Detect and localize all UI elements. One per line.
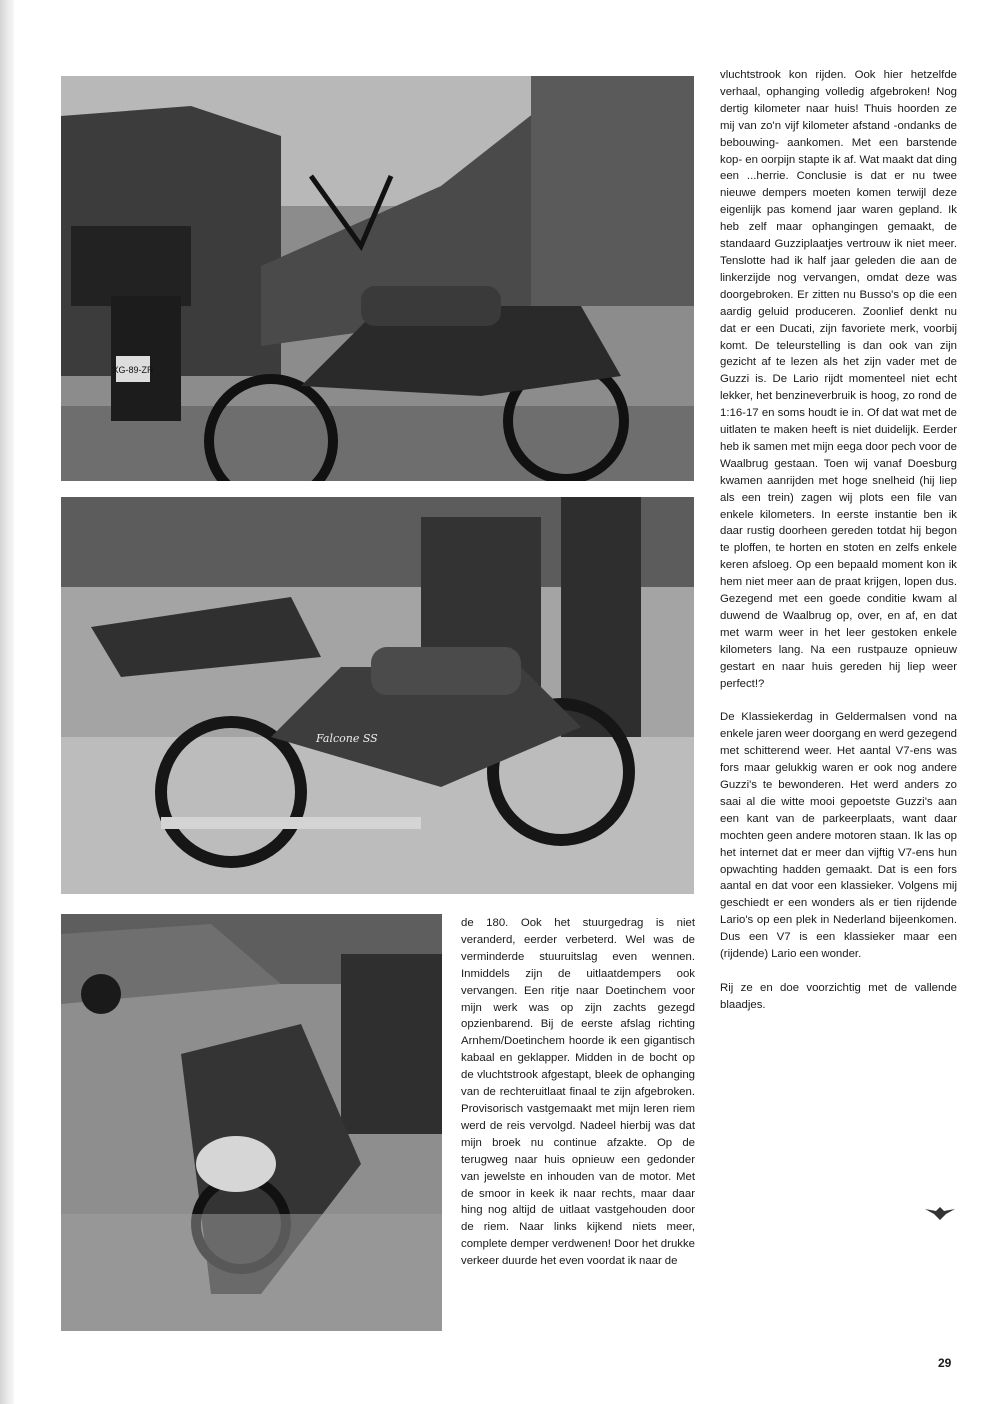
photo-guzzi-house — [61, 76, 694, 481]
article-paragraph: vluchtstrook kon rijden. Ook hier hetzelfde verhaal, ophanging volledig afgebroken! Nog dertig kilometer naar huis! Thuis hoorden ze mij van zo'n vijf kilometer afstand -ondanks de bebouwing- aankomen. Met een barstende kop- en oorpijn stapte ik af. Wat maakt dat ding een ...herrie. Conclusie is dat er nu twee nieuwe dempers moeten komen terwijl deze eigenlijk pas komend jaar waren gepland. Ik heb zelf maar ophangingen gemaakt, de standaard Guzziplaatjes vertrouw ik niet meer. Tenslotte had ik half jaar geleden die aan de linkerzijde nog vervangen, omdat deze was doorgebroken. Er zitten nu Busso's op die een aardig geluid produceren. Zoonlief denkt nu dat er een Ducati, zijn favoriete merk, voorbij komt. De teleurstelling is dan ook van zijn gezicht af te lezen als het zijn vader met de Guzzi is. De Lario rijdt momenteel niet echt lekker, het benzineverbruik is hoog, zo rond de 1:16-17 en soms houdt ie in. Of dat wat met de uitlaten te maken heeft is niet duidelijk. Eerder heb ik samen met mijn eega door pech voor de Waalbrug gestaan. Toen wij vanaf Doesburg kwamen aanrijden met hoge snelheid (hij liep als een trein) zagen wij plots een file van enkele kilometers. In eerste instantie ben ik daar rustig doorheen gereden totdat hij begon te ploffen, te horten en stoten en zelfs enkele keren afsloeg. Op een bepaald moment kon ik hem niet meer aan de praat krijgen, lopen dus. Gezegend met een goede conditie kwam al duwend de Waalbrug op, over, en af, en dat met warm weer in het leer gestoken enkele kilometers lang. Na een rustpauze opnieuw gestart en naar huis gereden hij liep weer perfect!? — [720, 69, 957, 690]
article-paragraph: De Klassiekerdag in Geldermalsen vond na enkele jaren weer doorgang en werd gezegend met schitterend weer. Het aantal V7-ens was fors maar gelukkig waren er ook nog andere Guzzi's te bewonderen. Het werd anders zo saai al die witte mooi gepoetste Guzzi's aan een kant van de parkeerplaats, want daar mochten geen andere motoren staan. Ik las op het internet dat er meer dan vijftig V7-ens hun opwachting hadden gemaakt. Dat is een fors aantal en dat voor een klassieker. Volgens mij geschiedt er een wonders als er tien rijdende Lario's op een plek in Nederland bijeenkomen. Dus een V7 is een klassieker maar een (rijdende) Lario een wonder. — [720, 711, 957, 961]
eagle-logo-icon — [925, 1205, 955, 1221]
page-spine-shadow — [0, 0, 14, 1404]
page-number: 29 — [938, 1356, 952, 1370]
article-column-right — [720, 67, 957, 1031]
article-column-middle — [461, 915, 695, 1287]
article-paragraph: Rij ze en doe voorzichtig met de vallende blaadjes. — [720, 981, 957, 1011]
license-plate: XG-89-ZR — [112, 365, 154, 375]
photo-falcone-sidecar — [61, 497, 694, 894]
falcone-badge: Falcone SS — [316, 732, 378, 745]
article-paragraph: de 180. Ook het stuurgedrag is niet veranderd, eerder verbeterd. Wel was de verminderde stuuruitslag even wennen. Inmiddels zijn de uitlaatdempers ook vervangen. Een ritje naar Doetinchem voor mijn werk was op zijn zachts gezegd opzienbarend. Bij de eerste afslag richting Arnhem/Doetinchem hoorde ik een gigantisch kabaal en geklapper. Midden in de bocht op de vluchtstrook afgestapt, bleek de ophanging van de rechteruitlaat finaal te zijn afgebroken. Provisorisch vastgemaakt met mijn leren riem werd de reis vervolgd. Nadeel hierbij was dat mijn broek nu continue afzakte. Op de terugweg naar huis opnieuw een gedonder van jewelste en inhouden van de motor. Met de smoor in keek ik naar rechts, maar daar hing nog altijd de uitlaat vastgehouden door de riem. Naar links kijkend niets meer, complete demper verdwenen! Door het drukke verkeer duurde het even voordat ik naar de — [461, 917, 695, 1268]
photo-motorcycle-cars — [61, 914, 442, 1331]
